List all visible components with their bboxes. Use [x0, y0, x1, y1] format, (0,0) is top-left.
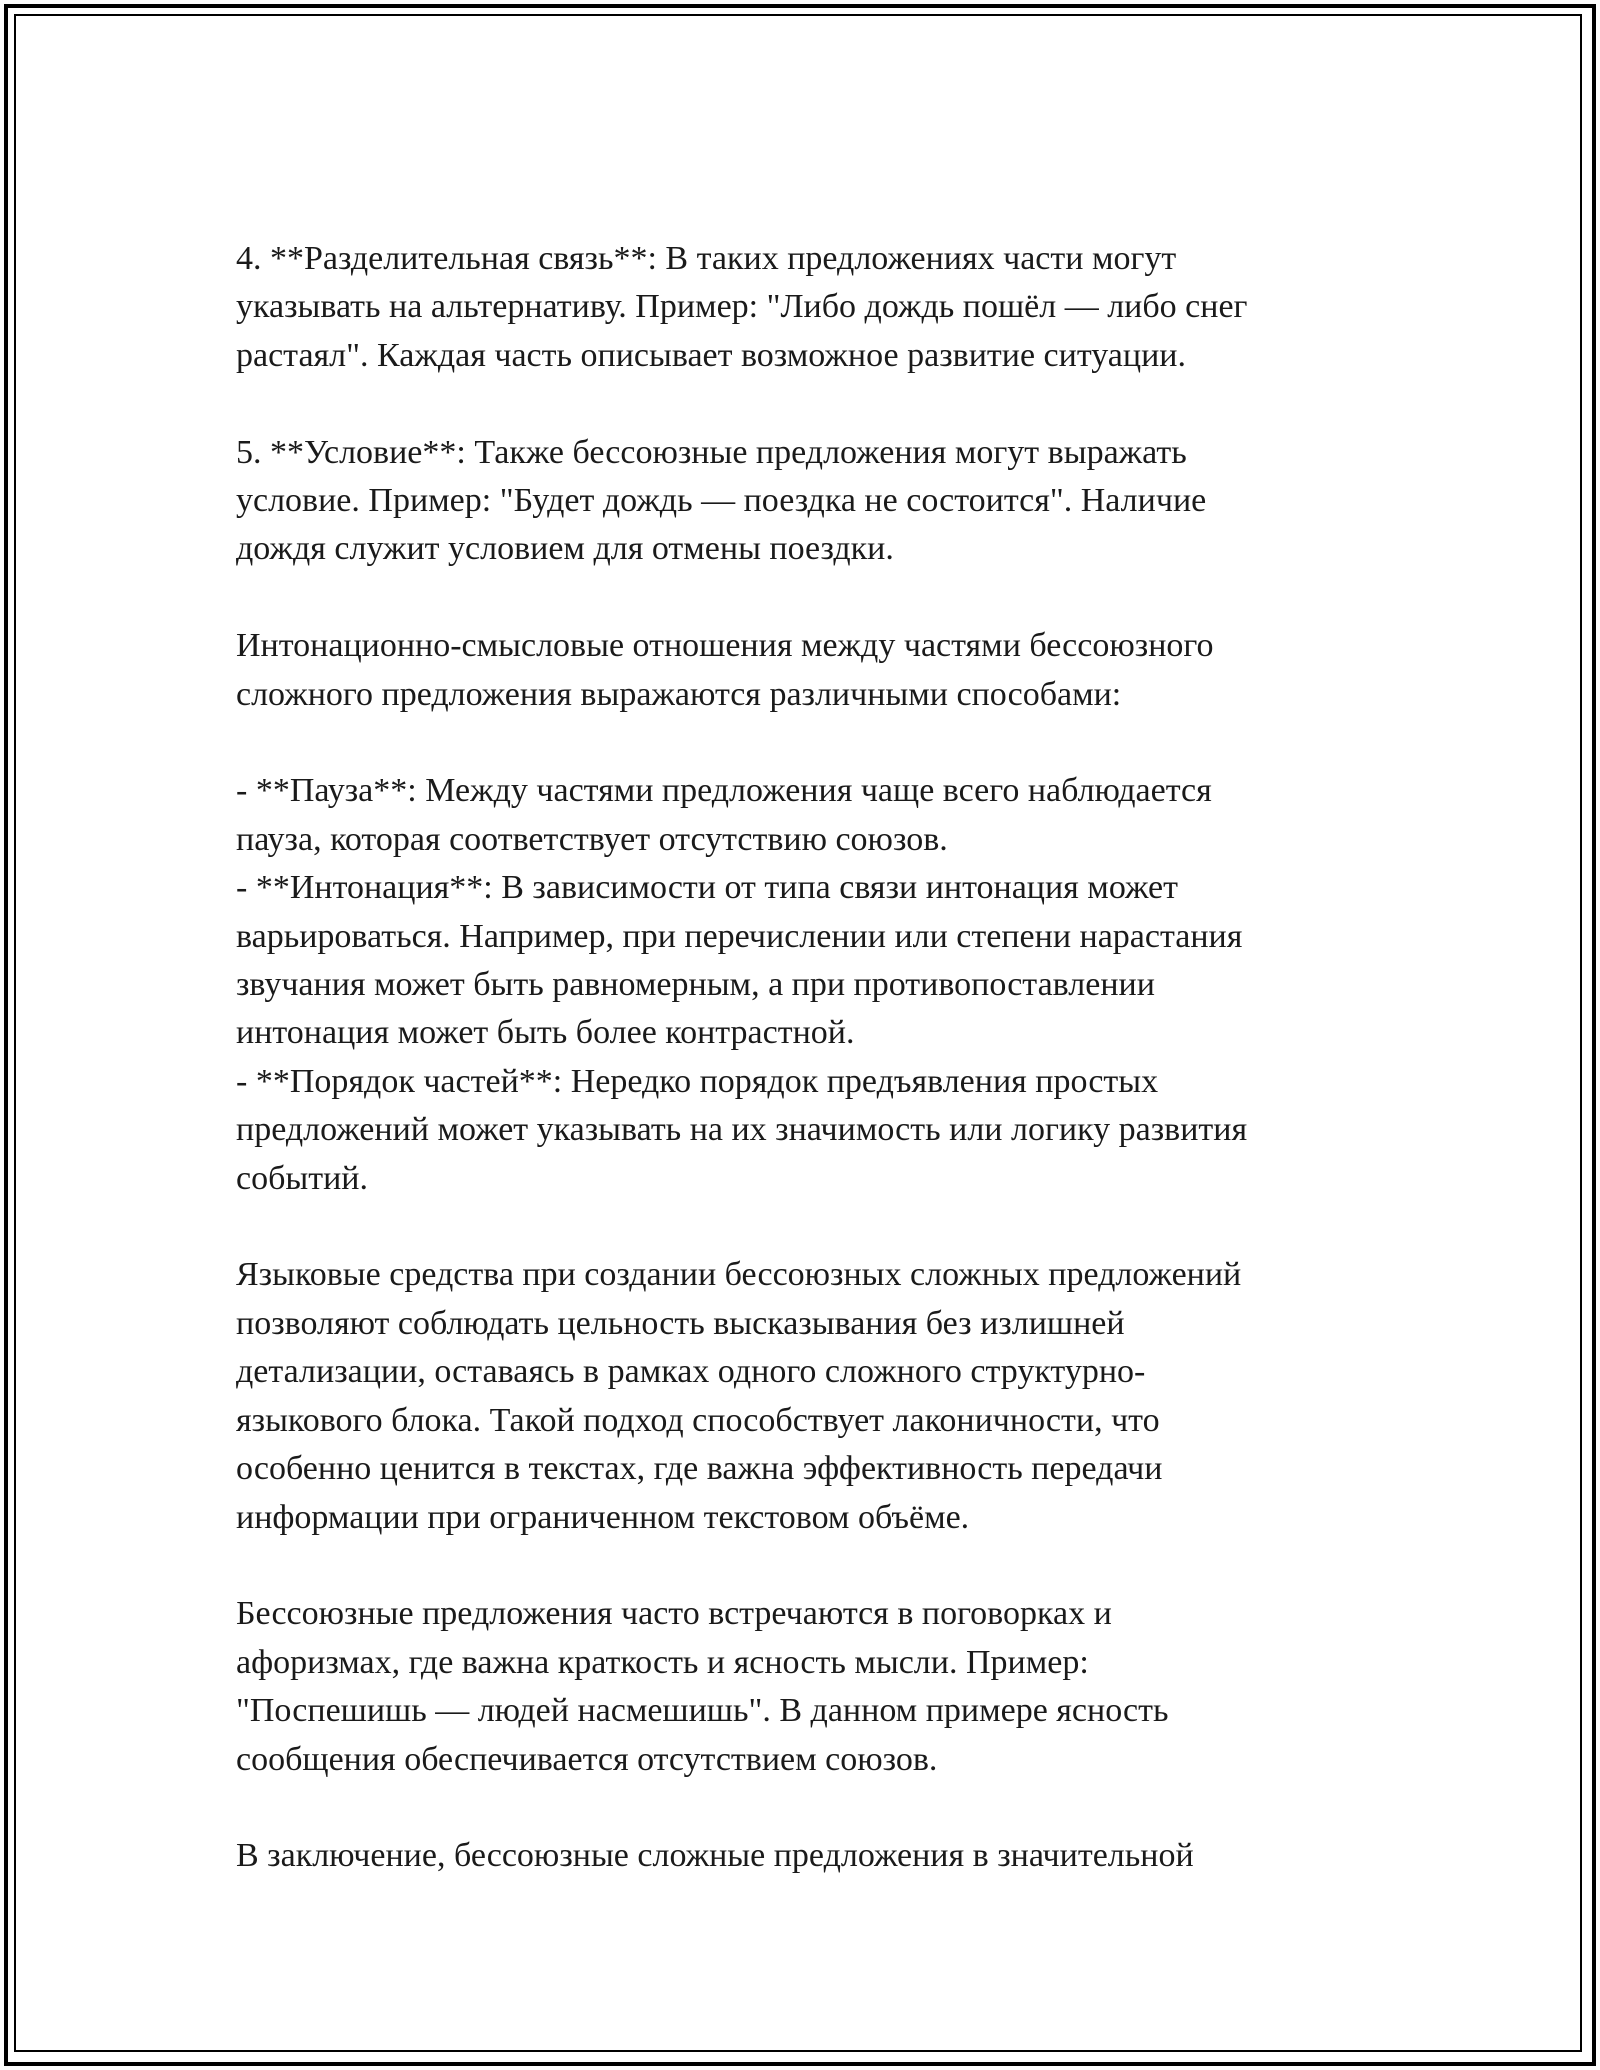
- document-body: [236, 235, 1366, 1881]
- paragraph-disjunctive-relation: 4. **Разделительная связь**: В таких предложениях части могут указывать на альтернативу. Пример: "Либо дождь пошёл — либо снег растаял". Каждая часть описывает возможное развитие ситуации.: [236, 240, 1248, 374]
- list-item-pause: - **Пауза**: Между частями предложения чаще всего наблюдается пауза, которая соответствует отсутствию союзов.: [236, 772, 1212, 858]
- paragraph-language-means: Языковые средства при создании бессоюзных сложных предложений позволяют соблюдать цельность высказывания без излишней детализации, оставаясь в рамках одного сложного структурно- языкового блока. Такой подход способствует лаконичности, что особенно ценится в текстах, где важна эффективность передачи информации при ограниченном текстовом объёме.: [236, 1256, 1242, 1536]
- paragraph-proverbs: Бессоюзные предложения часто встречаются в поговорках и афоризмах, где важна краткость и ясность мысли. Пример: "Поспешишь — людей насмешишь". В данном примере ясность сообщения обеспечивается отсутствием союзов.: [236, 1595, 1169, 1778]
- paragraph-intonation-intro: Интонационно-смысловые отношения между частями бессоюзного сложного предложения выражаются различными способами:: [236, 627, 1214, 713]
- paragraph-conclusion: В заключение, бессоюзные сложные предложения в значительной: [236, 1837, 1194, 1875]
- means-list: [236, 767, 1366, 1203]
- list-item-intonation: - **Интонация**: В зависимости от типа связи интонация может варьироваться. Например, при перечислении или степени нарастания звучания может быть равномерным, а при противопоставлении интонация может быть более контрастной.: [236, 869, 1243, 1052]
- list-item-order: - **Порядок частей**: Нередко порядок предъявления простых предложений может указывать на их значимость или логику развития событий.: [236, 1062, 1248, 1197]
- paragraph-condition: 5. **Условие**: Также бессоюзные предложения могут выражать условие. Пример: "Будет дождь — поездка не состоится". Наличие дождя служит условием для отмены поездки.: [236, 433, 1207, 568]
